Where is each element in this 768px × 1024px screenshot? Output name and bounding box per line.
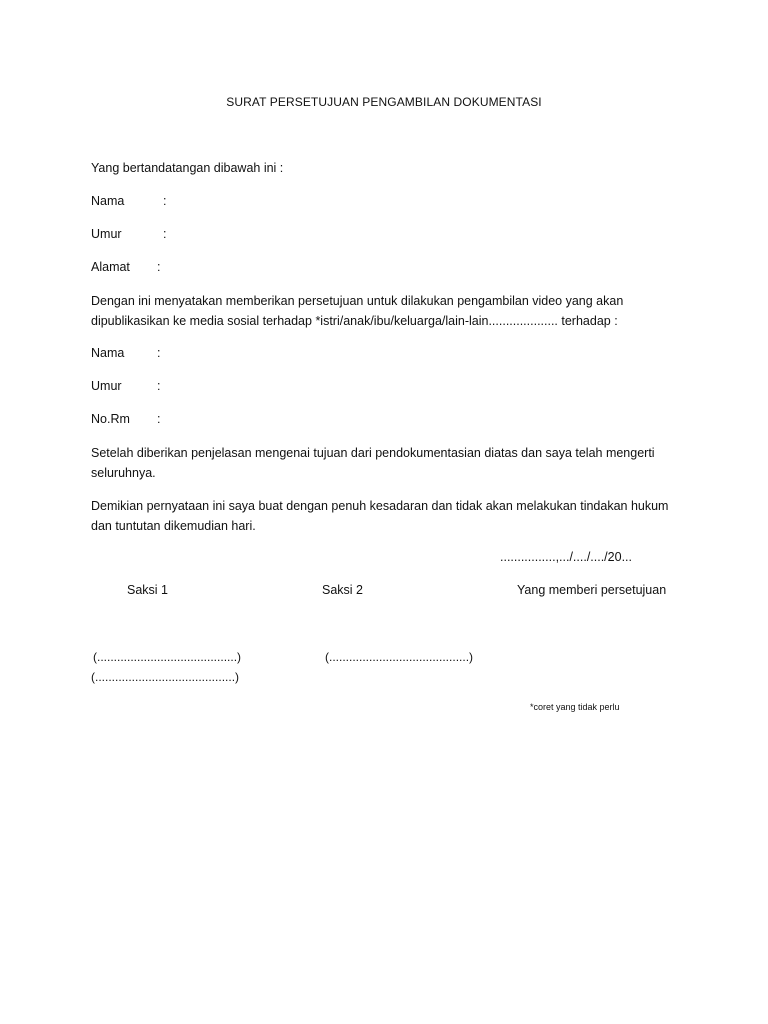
witness1-label: Saksi 1: [127, 583, 168, 597]
signer-age-field: [91, 227, 166, 243]
intro-text: Yang bertandatangan dibawah ini :: [91, 161, 284, 175]
signer-name-colon: :: [163, 194, 167, 208]
consenter-label: Yang memberi persetujuan: [517, 583, 667, 597]
signer-address-label: Alamat: [91, 260, 130, 274]
explanation-paragraph: Setelah diberikan penjelasan mengenai tujuan dari pendokumentasian diatas dan saya telah mengerti seluruhnya.: [91, 446, 655, 480]
subject-age-field: [91, 379, 160, 395]
subject-name-colon: :: [157, 346, 161, 360]
subject-name-field: [91, 346, 160, 362]
signer-age-colon: :: [163, 227, 167, 241]
signer-address-colon: :: [157, 260, 161, 274]
signer-address-field: [91, 260, 160, 276]
witness2-label: Saksi 2: [322, 583, 363, 597]
subject-name-label: Nama: [91, 346, 125, 360]
footnote: *coret yang tidak perlu: [530, 702, 620, 712]
subject-rm-colon: :: [157, 412, 161, 426]
consenter-signature-line: (..........................................): [91, 670, 240, 684]
witness2-signature-line: (..........................................): [325, 650, 474, 664]
subject-age-label: Umur: [91, 379, 122, 393]
subject-rm-field: [91, 412, 160, 428]
document-title: SURAT PERSETUJUAN PENGAMBILAN DOKUMENTASI: [226, 95, 542, 109]
subject-rm-label: No.Rm: [91, 412, 130, 426]
date-line: ................,.../..../..../20...: [500, 550, 632, 564]
consent-paragraph: Dengan ini menyatakan memberikan persetujuan untuk dilakukan pengambilan video yang akan dipublikasikan ke media sosial terhadap *istri/anak/ibu/keluarga/lain-lain.................... terhadap :: [91, 294, 624, 328]
statement-paragraph: Demikian pernyataan ini saya buat dengan penuh kesadaran dan tidak akan melakukan tindakan hukum dan tuntutan dikemudian hari.: [91, 499, 669, 533]
signer-age-label: Umur: [91, 227, 122, 241]
signer-name-field: [91, 194, 166, 210]
signer-name-label: Nama: [91, 194, 125, 208]
witness1-signature-line: (..........................................): [93, 650, 242, 664]
subject-age-colon: :: [157, 379, 161, 393]
